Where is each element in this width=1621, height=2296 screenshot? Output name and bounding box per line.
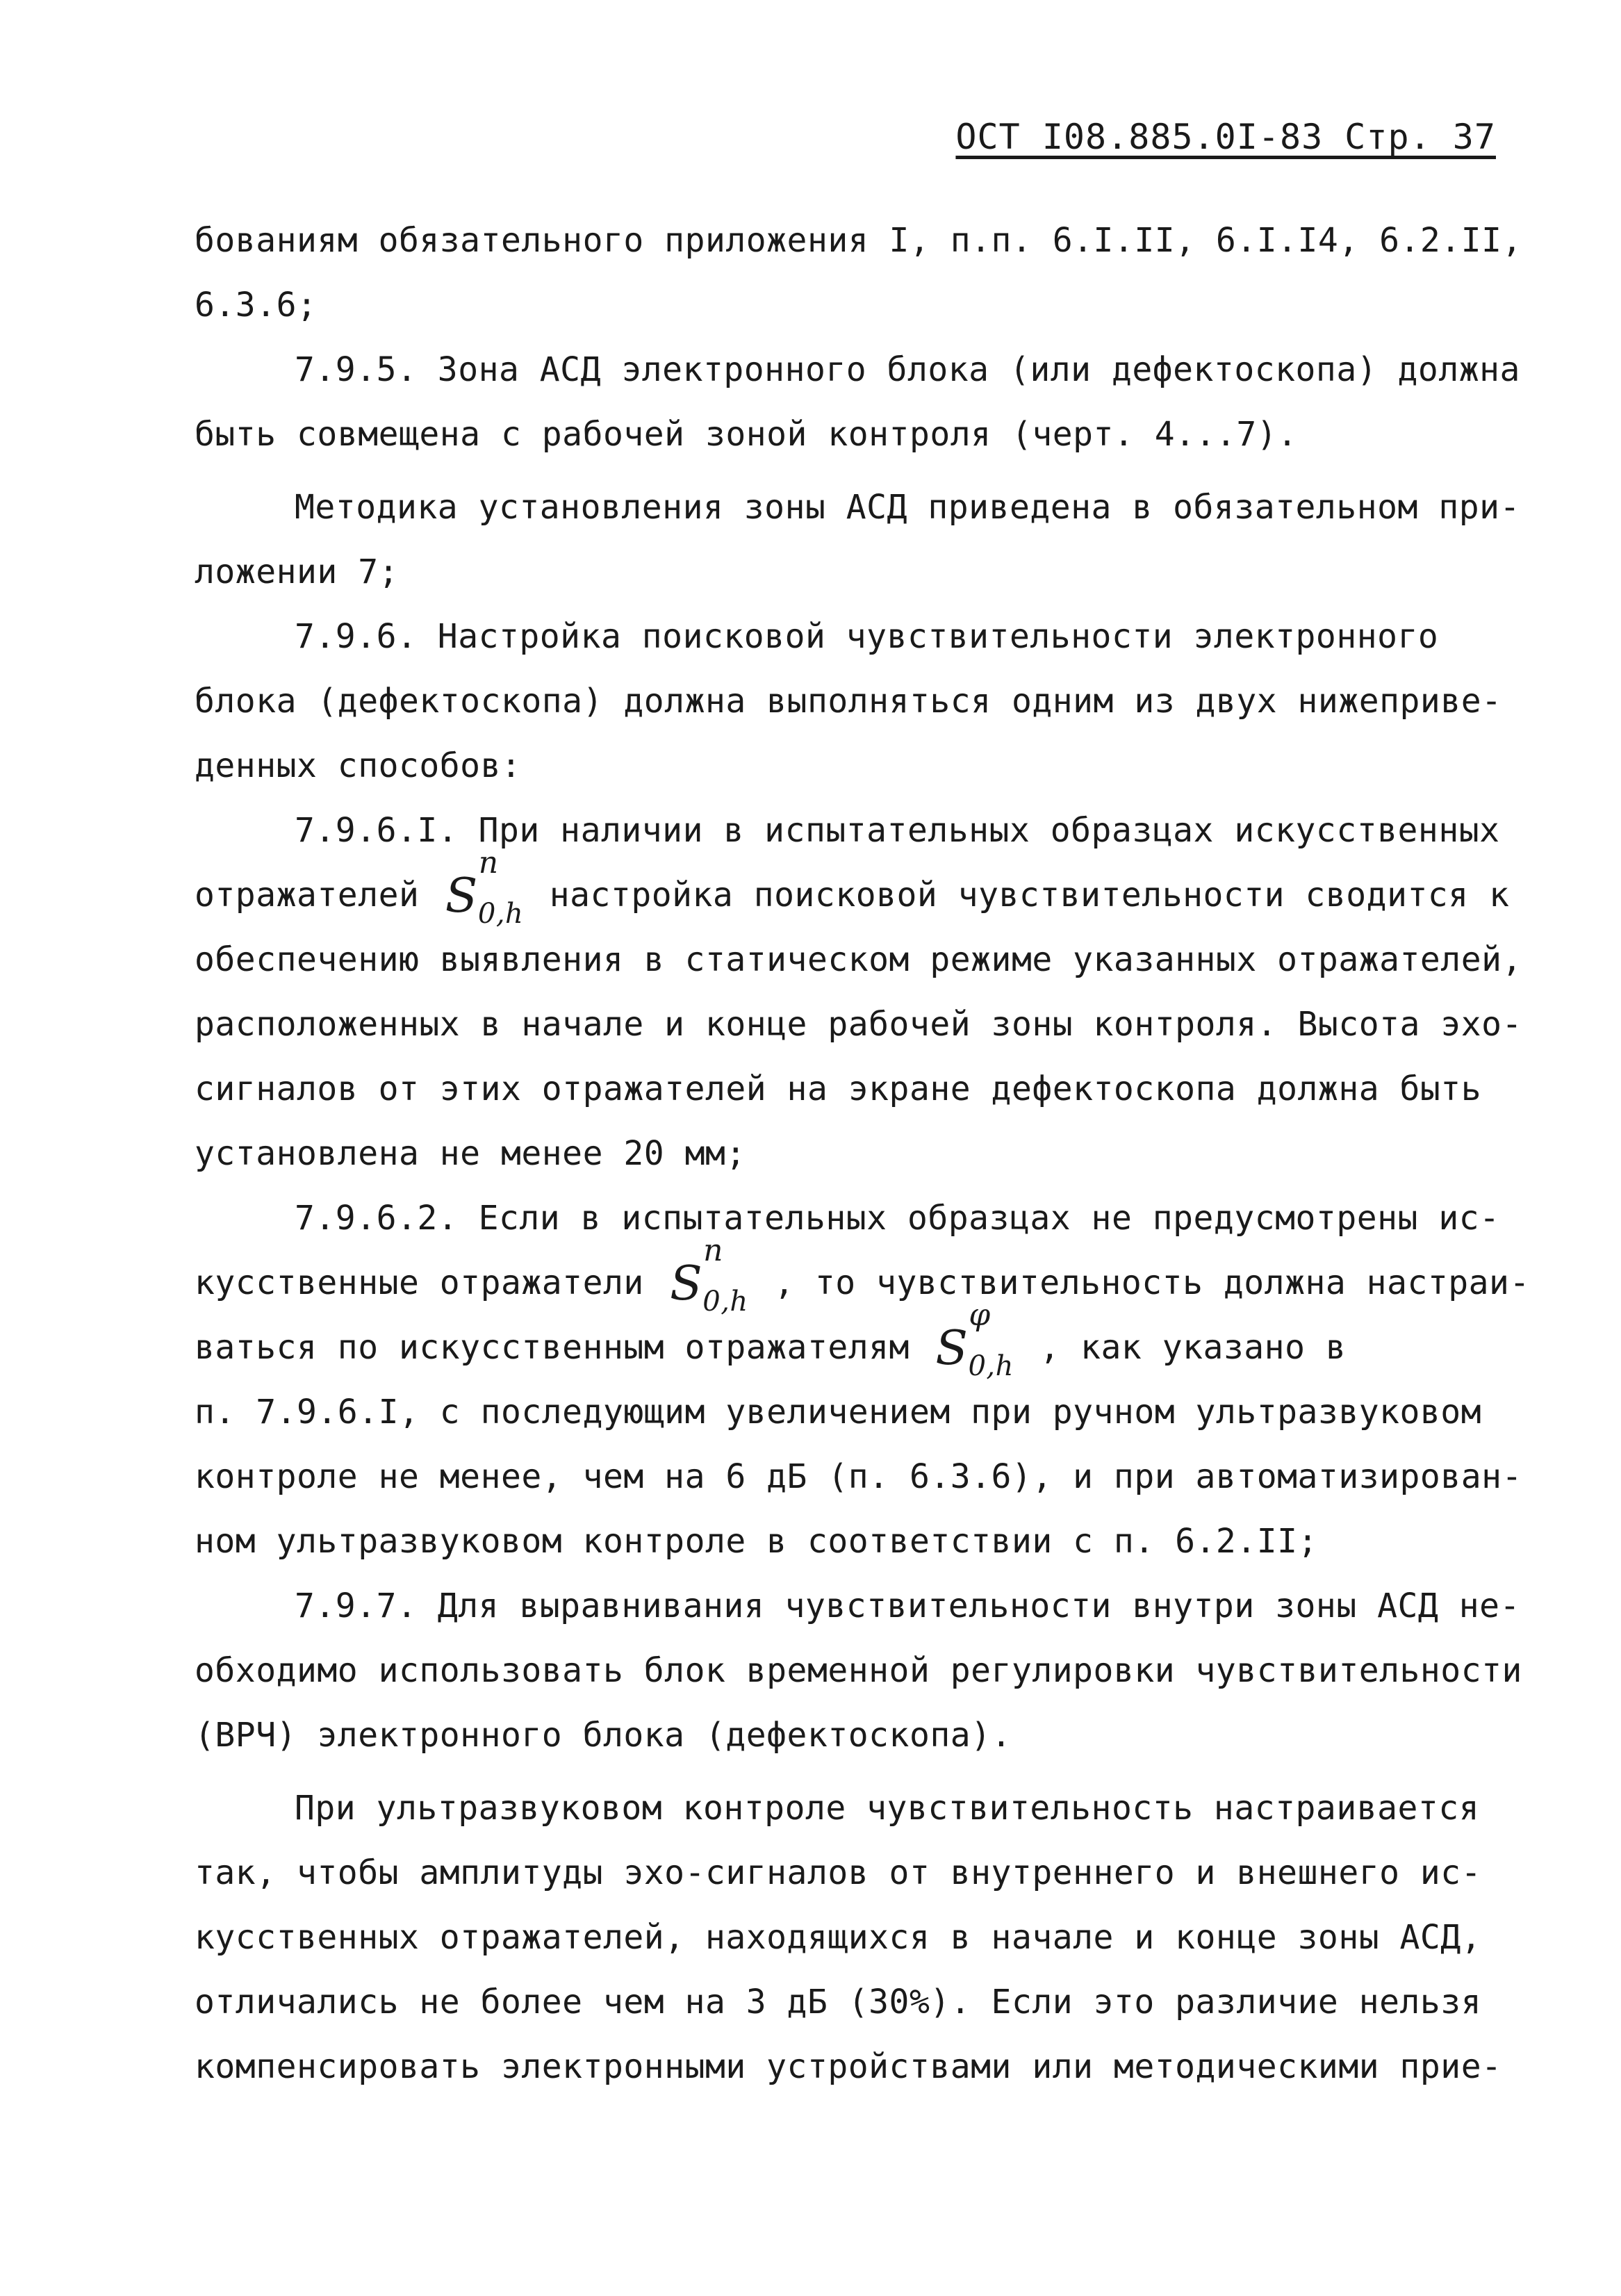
text-line: обходимо использовать блок временной регулировки чувствительности	[195, 1651, 1522, 1690]
text-line: отличались не более чем на 3 дБ (30%). Если это различие нельзя	[195, 1983, 1482, 2022]
text-line: При ультразвуковом контроле чувствительность настраивается	[295, 1789, 1480, 1828]
text-line: блока (дефектоскопа) должна выполняться одним из двух нижеприве-	[195, 682, 1502, 721]
text-line: обеспечению выявления в статическом режиме указанных отражателей,	[195, 940, 1522, 979]
text-line: компенсировать электронными устройствами или методическими прие-	[195, 2047, 1502, 2086]
text-fragment: настройка поисковой чувствительности сводится к	[549, 876, 1510, 915]
text-line: бованиям обязательного приложения I, п.п. 6.I.II, 6.I.I4, 6.2.II,	[195, 221, 1522, 260]
text-fragment: , то чувствительность должна настраи-	[774, 1263, 1530, 1302]
text-line: сигналов от этих отражателей на экране дефектоскопа должна быть	[195, 1069, 1482, 1108]
text-line: Методика установления зоны АСД приведена в обязательном при-	[295, 488, 1520, 527]
section-7-9-6-1: 7.9.6.I. При наличии в испытательных образцах искусственных	[295, 811, 1500, 850]
body-text	[195, 208, 1530, 2099]
text-line: ложении 7;	[195, 552, 399, 591]
text-line-with-symbol	[195, 1233, 1530, 1318]
text-line-with-symbol	[195, 845, 1510, 930]
section-7-9-6-2: 7.9.6.2. Если в испытательных образцах не предусмотрены ис-	[295, 1199, 1500, 1238]
reflector-symbol-s-n: $S_{0,h}$ п	[670, 1233, 748, 1318]
text-line: (ВРЧ) электронного блока (дефектоскопа).	[195, 1716, 1012, 1755]
text-fragment: отражателей	[195, 876, 420, 915]
text-line: установлена не менее 20 мм;	[195, 1134, 746, 1173]
reflector-symbol-s-n: $S_{0,h}$ п	[445, 845, 524, 930]
text-fragment: , как указано в	[1039, 1328, 1347, 1367]
text-line-with-symbol	[195, 1297, 1501, 1382]
text-line: контроле не менее, чем на 6 дБ (п. 6.3.6), и при автоматизирован-	[195, 1457, 1522, 1496]
text-line: денных способов:	[195, 746, 522, 785]
text-line: быть совмещена с рабочей зоной контроля (черт. 4...7).	[195, 415, 1298, 454]
section-7-9-5: 7.9.5. Зона АСД электронного блока (или дефектоскопа) должна	[295, 350, 1520, 389]
text-line: расположенных в начале и конце рабочей зоны контроля. Высота эхо-	[195, 1005, 1522, 1044]
section-7-9-7: 7.9.7. Для выравнивания чувствительности внутри зоны АСД не-	[295, 1586, 1520, 1625]
text-fragment: кусственные отражатели	[195, 1263, 644, 1302]
text-line: п. 7.9.6.I, с последующим увеличением при ручном ультразвуковом	[195, 1393, 1482, 1432]
section-7-9-6: 7.9.6. Настройка поисковой чувствительности электронного	[295, 617, 1439, 656]
text-line: 6.3.6;	[195, 286, 318, 325]
text-fragment: ваться по искусственным отражателям	[195, 1328, 910, 1367]
page-header: ОСТ I08.885.0I-83 Стр. 37	[955, 117, 1496, 157]
text-line: так, чтобы амплитуды эхо-сигналов от внутреннего и внешнего ис-	[195, 1853, 1482, 1892]
reflector-symbol-s-phi: $S_{0,h}$ φ	[935, 1297, 1014, 1382]
text-line: кусственных отражателей, находящихся в начале и конце зоны АСД,	[195, 1918, 1482, 1957]
text-line: ном ультразвуковом контроле в соответствии с п. 6.2.II;	[195, 1522, 1318, 1561]
